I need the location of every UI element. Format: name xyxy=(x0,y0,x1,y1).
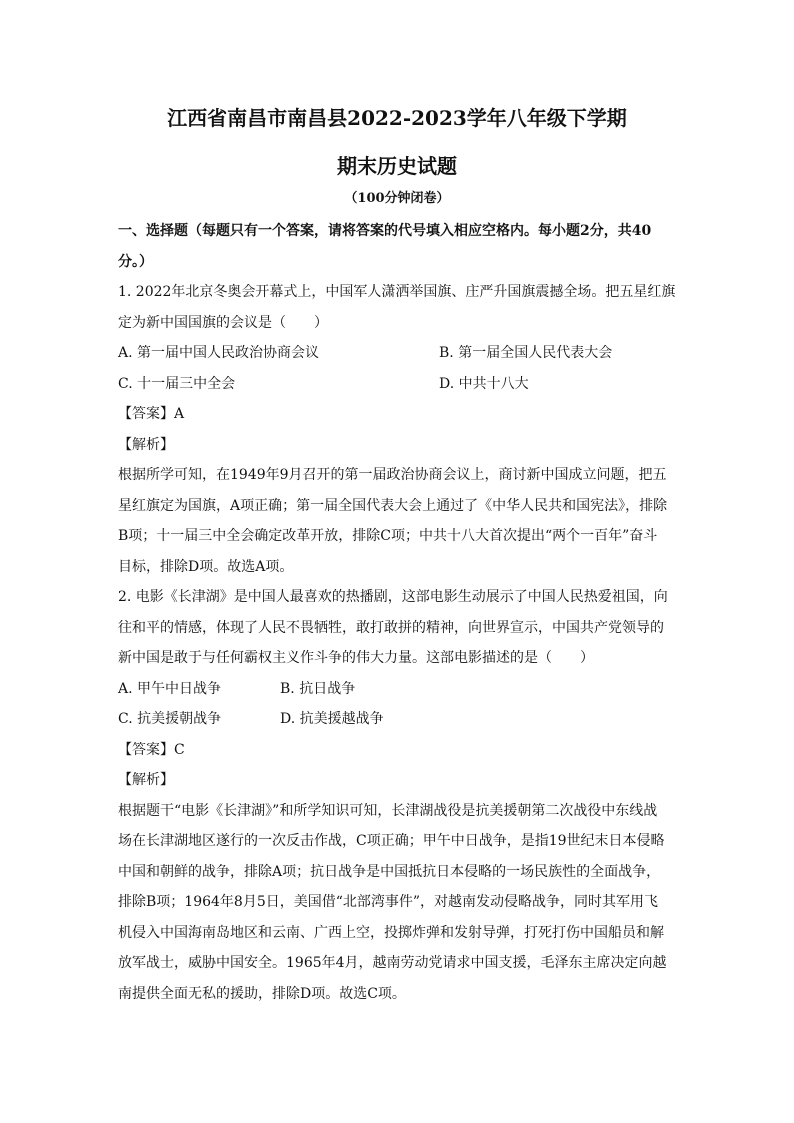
answer: 【答案】C xyxy=(118,741,185,758)
analysis-line: 排除B项；1964年8月5日，美国借“北部湾事件”，对越南发动侵略战争，同时其军用飞 xyxy=(118,894,659,910)
analysis-line: 目标，排除D项。故选A项。 xyxy=(118,558,294,575)
question-1 xyxy=(118,277,676,582)
analysis-line: 放军战士，威胁中国安全。1965年4月，越南劳动党请求中国支援，毛泽东主席决定向越 xyxy=(118,955,667,971)
question-2-options-row1 xyxy=(118,674,676,705)
analysis-line: B项；十一届三中全会确定改革开放，排除C项；中共十八大首次提出“两个一百年”奋斗 xyxy=(118,528,658,544)
analysis-label: 【解析】 xyxy=(118,772,174,788)
doc-subtitle: （100分钟闭卷） xyxy=(344,191,450,206)
analysis-text xyxy=(118,460,676,582)
analysis-line: 南提供全面无私的援助，排除D项。故选C项。 xyxy=(118,985,406,1002)
analysis-label: 【解析】 xyxy=(118,436,174,453)
option-c: C. 抗美援朝战争 xyxy=(118,711,222,727)
question-1-options-row2 xyxy=(118,369,676,400)
analysis-line: 根据所学可知，在1949年9月召开的第一届政治协商会议上，商讨新中国成立问题，把五 xyxy=(118,467,667,483)
question-1-stem xyxy=(118,277,676,338)
analysis-line: 根据题干“电影《长津湖》”和所学知识可知，长津湖战役是抗美援朝第二次战役中东线战 xyxy=(118,802,658,819)
answer: 【答案】A xyxy=(118,406,185,422)
question-2-options-row2 xyxy=(118,704,676,735)
option-b: B. 抗日战争 xyxy=(280,680,356,697)
analysis-line: 机侵入中国海南岛地区和云南、广西上空，投掷炸弹和发射导弹，打死打伤中国船员和解 xyxy=(118,924,664,941)
question-line: 2. 电影《长津湖》是中国人最喜欢的热播剧，这部电影生动展示了中国人民热爱祖国，向 xyxy=(118,589,668,605)
section-heading-line: 一、选择题（每题只有一个答案，请将答案的代号填入相应空格内。每小题2分，共40 xyxy=(118,223,652,239)
analysis-text xyxy=(118,796,676,1010)
question-line: 定为新中国国旗的会议是（ ） xyxy=(118,314,328,331)
section-heading-line: 分。） xyxy=(118,253,153,270)
option-a: A. 第一届中国人民政治协商会议 xyxy=(118,345,320,361)
option-a: A. 甲午中日战争 xyxy=(118,680,222,697)
question-line: 1. 2022年北京冬奥会开幕式上，中国军人潇洒举国旗、庄严升国旗震撼全场。把五星红旗 xyxy=(118,284,676,300)
question-line: 新中国是敢于与任何霸权主义作斗争的伟大力量。这部电影描述的是（ ） xyxy=(118,650,594,666)
doc-title-line1: 江西省南昌市南昌县2022-2023学年八年级下学期 xyxy=(167,106,627,130)
analysis-line: 场在长津湖地区遂行的一次反击作战，C项正确；甲午中日战争，是指19世纪末日本侵略 xyxy=(118,833,665,849)
question-line: 往和平的情感，体现了人民不畏牺牲，敢打敢拼的精神，向世界宣示，中国共产党领导的 xyxy=(118,619,664,636)
option-c: C. 十一届三中全会 xyxy=(118,375,236,392)
option-d: D. 中共十八大 xyxy=(439,375,529,392)
option-b: B. 第一届全国人民代表大会 xyxy=(439,345,613,361)
analysis-line: 中国和朝鲜的战争，排除A项；抗日战争是中国抵抗日本侵略的一场民族性的全面战争， xyxy=(118,863,661,880)
section-heading xyxy=(118,216,676,277)
analysis-line: 星红旗定为国旗，A项正确；第一届全国代表大会上通过了《中华人民共和国宪法》，排除 xyxy=(118,497,668,514)
option-d: D. 抗美援越战争 xyxy=(280,711,384,727)
question-2 xyxy=(118,582,676,1009)
doc-title-line2: 期末历史试题 xyxy=(337,154,457,178)
question-2-stem xyxy=(118,582,676,674)
question-1-options-row1 xyxy=(118,338,676,369)
